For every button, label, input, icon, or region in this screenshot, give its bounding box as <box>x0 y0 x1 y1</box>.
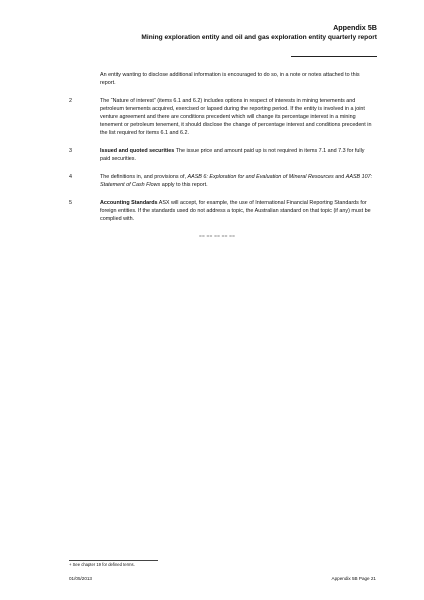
note-text-a: The definitions in, and provisions of, <box>100 174 187 180</box>
report-subtitle: Mining exploration entity and oil and gas exploration entity quarterly report <box>141 34 377 41</box>
aasb-6-reference: AASB 6: Exploration for and Evaluation of Mineral Resources <box>187 174 334 180</box>
note-number: 3 <box>69 148 72 154</box>
document-body <box>0 71 424 241</box>
footer-date: 01/05/2013 <box>69 576 92 581</box>
note-text-c: apply to this report. <box>161 182 208 188</box>
note-body <box>100 173 375 189</box>
note-text-b: and <box>335 174 345 180</box>
footnote: + See chapter 19 for defined terms. <box>69 562 135 567</box>
footer-page-number: Appendix 5B Page 21 <box>331 576 376 581</box>
note-number: 2 <box>69 98 72 104</box>
note-body <box>100 147 375 163</box>
intro-paragraph <box>0 71 424 87</box>
note-heading: Issued and quoted securities <box>100 148 175 154</box>
page-header <box>141 23 377 43</box>
note-number: 4 <box>69 174 72 180</box>
intro-text: An entity wanting to disclose additional information is encouraged to do so, in a note or notes attached to this report. <box>100 72 360 86</box>
note-text: ASX will accept, for example, the use of International Financial Reporting Standards for foreign entities. If the standards used do not address a topic, the Australian standard on that topic (if any) must be complied with. <box>100 200 371 222</box>
note-5 <box>0 199 424 223</box>
appendix-title: Appendix 5B <box>333 23 377 32</box>
header-divider <box>291 56 377 57</box>
note-heading: Accounting Standards <box>100 200 158 206</box>
note-text: The “Nature of interest” (items 6.1 and 6.2) includes options in respect of interests in mining tenements and petroleum tenements acquired, exercised or lapsed during the reporting period. If the entity is involved in a joint venture agreement and there are conditions precedent which will change its percentage interest in a mining tenement or petroleum tenement, it should disclose the change of percentage interest and conditions precedent in the list required for items 6.1 and 6.2. <box>100 98 372 136</box>
note-4 <box>0 173 424 189</box>
note-3 <box>0 147 424 163</box>
end-of-section-mark: == == == == == <box>199 234 236 239</box>
note-body <box>100 199 375 223</box>
note-text: The issue price and amount paid up is not required in items 7.1 and 7.3 for fully paid securities. <box>100 148 365 162</box>
note-number: 5 <box>69 200 72 206</box>
aasb-107-reference: AASB 107: Statement of Cash Flows <box>100 174 373 188</box>
note-2 <box>0 97 424 137</box>
